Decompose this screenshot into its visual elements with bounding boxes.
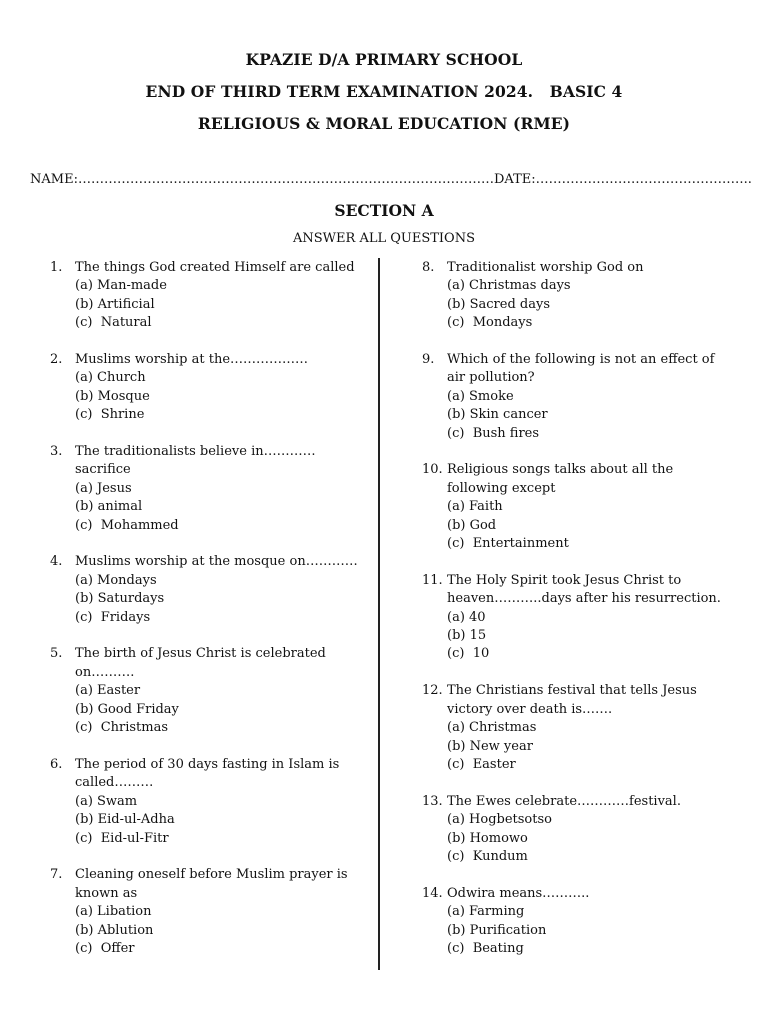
question-text: The Christians festival that tells Jesus victory over death is……. (447, 683, 697, 717)
questions-right-column (422, 259, 727, 977)
option-a: (a) Christmas days (447, 278, 571, 294)
option-c: (c) Offer (75, 940, 135, 956)
question-number: 7. (50, 867, 63, 883)
question-text: Odwira means……….. (447, 885, 590, 901)
question-12 (422, 682, 727, 774)
option-c: (c) Mohammed (75, 517, 179, 533)
option-a: (a) Man-made (75, 278, 167, 294)
option-b: (b) Skin cancer (447, 407, 548, 423)
question-5 (50, 645, 370, 737)
question-text: Muslims worship at the……………… (75, 352, 309, 368)
option-b: (b) Artificial (75, 296, 155, 312)
question-number: 6. (50, 756, 63, 772)
option-b: (b) Homowo (447, 830, 528, 846)
option-a: (a) Christmas (447, 720, 537, 736)
option-b: (b) Good Friday (75, 701, 179, 717)
option-b: (b) Saturdays (75, 591, 165, 607)
question-1 (50, 259, 370, 333)
question-text: The Ewes celebrate…………festival. (447, 793, 681, 809)
question-text: Cleaning oneself before Muslim prayer is known as (75, 867, 348, 901)
question-text: The period of 30 days fasting in Islam is called……… (75, 756, 340, 791)
question-number: 1. (50, 260, 63, 275)
question-3 (50, 443, 370, 535)
option-a: (a) Faith (447, 499, 503, 515)
section-title: SECTION A (334, 201, 434, 220)
option-c: (c) Mondays (447, 315, 533, 331)
option-c: (c) 10 (447, 646, 490, 662)
name-field: NAME:…………………………………………………………………………………… (30, 172, 494, 187)
option-a: (a) Farming (447, 904, 525, 920)
option-a: (a) 40 (447, 609, 486, 625)
option-c: (c) Eid-ul-Fitr (75, 830, 169, 846)
question-text: Traditionalist worship God on (447, 260, 644, 275)
question-text: Religious songs talks about all the following except (447, 462, 674, 496)
question-text: Muslims worship at the mosque on………… (75, 554, 358, 570)
option-b: (b) Sacred days (447, 296, 550, 312)
questions-left-column (50, 259, 370, 977)
question-number: 3. (50, 444, 63, 460)
school-name: KPAZIE D/A PRIMARY SCHOOL (245, 50, 523, 69)
question-number: 11. (422, 572, 443, 588)
question-number: 10. (422, 462, 443, 478)
option-b: (b) God (447, 517, 497, 533)
exam-title: END OF THIRD TERM EXAMINATION 2024. BASIC 4 (145, 82, 623, 101)
question-number: 12. (422, 683, 443, 699)
question-text: The birth of Jesus Christ is celebrated on………. (75, 646, 326, 680)
question-4 (50, 553, 370, 627)
question-2 (50, 351, 370, 425)
question-8 (422, 259, 727, 333)
question-11 (422, 572, 727, 664)
option-a: (a) Church (75, 370, 146, 386)
question-number: 14. (422, 885, 443, 901)
option-c: (c) Bush fires (447, 425, 540, 441)
question-text: The Holy Spirit took Jesus Christ to heaven………..days after his resurrection. (447, 572, 721, 607)
option-a: (a) Libation (75, 904, 152, 920)
option-c: (c) Shrine (75, 407, 145, 423)
option-c: (c) Easter (447, 756, 516, 772)
option-b: (b) Purification (447, 922, 547, 938)
option-b: (b) 15 (447, 628, 487, 644)
option-b: (b) Ablution (75, 922, 154, 938)
question-13 (422, 793, 727, 867)
option-a: (a) Jesus (75, 480, 132, 496)
option-a: (a) Swam (75, 793, 138, 809)
question-10 (422, 461, 727, 553)
question-number: 9. (422, 352, 435, 368)
question-number: 4. (50, 554, 63, 570)
option-b: (b) New year (447, 738, 533, 754)
question-9 (422, 351, 727, 443)
option-c: (c) Entertainment (447, 536, 569, 552)
option-a: (a) Smoke (447, 388, 514, 404)
question-text: The traditionalists believe in………… sacrifice (75, 444, 316, 478)
question-6 (50, 756, 370, 848)
option-b: (b) Eid-ul-Adha (75, 812, 175, 828)
question-number: 8. (422, 260, 435, 275)
section-instruction: ANSWER ALL QUESTIONS (293, 231, 475, 246)
date-field: DATE:………………………………………….. (494, 172, 752, 187)
question-number: 5. (50, 646, 63, 662)
question-14 (422, 885, 727, 959)
option-a: (a) Mondays (75, 572, 157, 588)
option-c: (c) Natural (75, 315, 152, 331)
option-c: (c) Fridays (75, 609, 151, 625)
subject-title: RELIGIOUS & MORAL EDUCATION (RME) (197, 114, 571, 133)
option-c: (c) Christmas (75, 720, 169, 736)
option-b: (b) animal (75, 499, 143, 515)
question-7 (50, 866, 370, 958)
column-divider (378, 258, 380, 970)
question-text: Which of the following is not an effect of air pollution? (447, 352, 715, 386)
option-a: (a) Hogbetsotso (447, 812, 552, 828)
option-c: (c) Beating (447, 940, 524, 956)
question-text: The things God created Himself are called (75, 260, 355, 275)
option-a: (a) Easter (75, 683, 141, 699)
option-b: (b) Mosque (75, 388, 150, 404)
question-number: 2. (50, 352, 63, 368)
question-number: 13. (422, 793, 443, 809)
option-c: (c) Kundum (447, 848, 528, 864)
